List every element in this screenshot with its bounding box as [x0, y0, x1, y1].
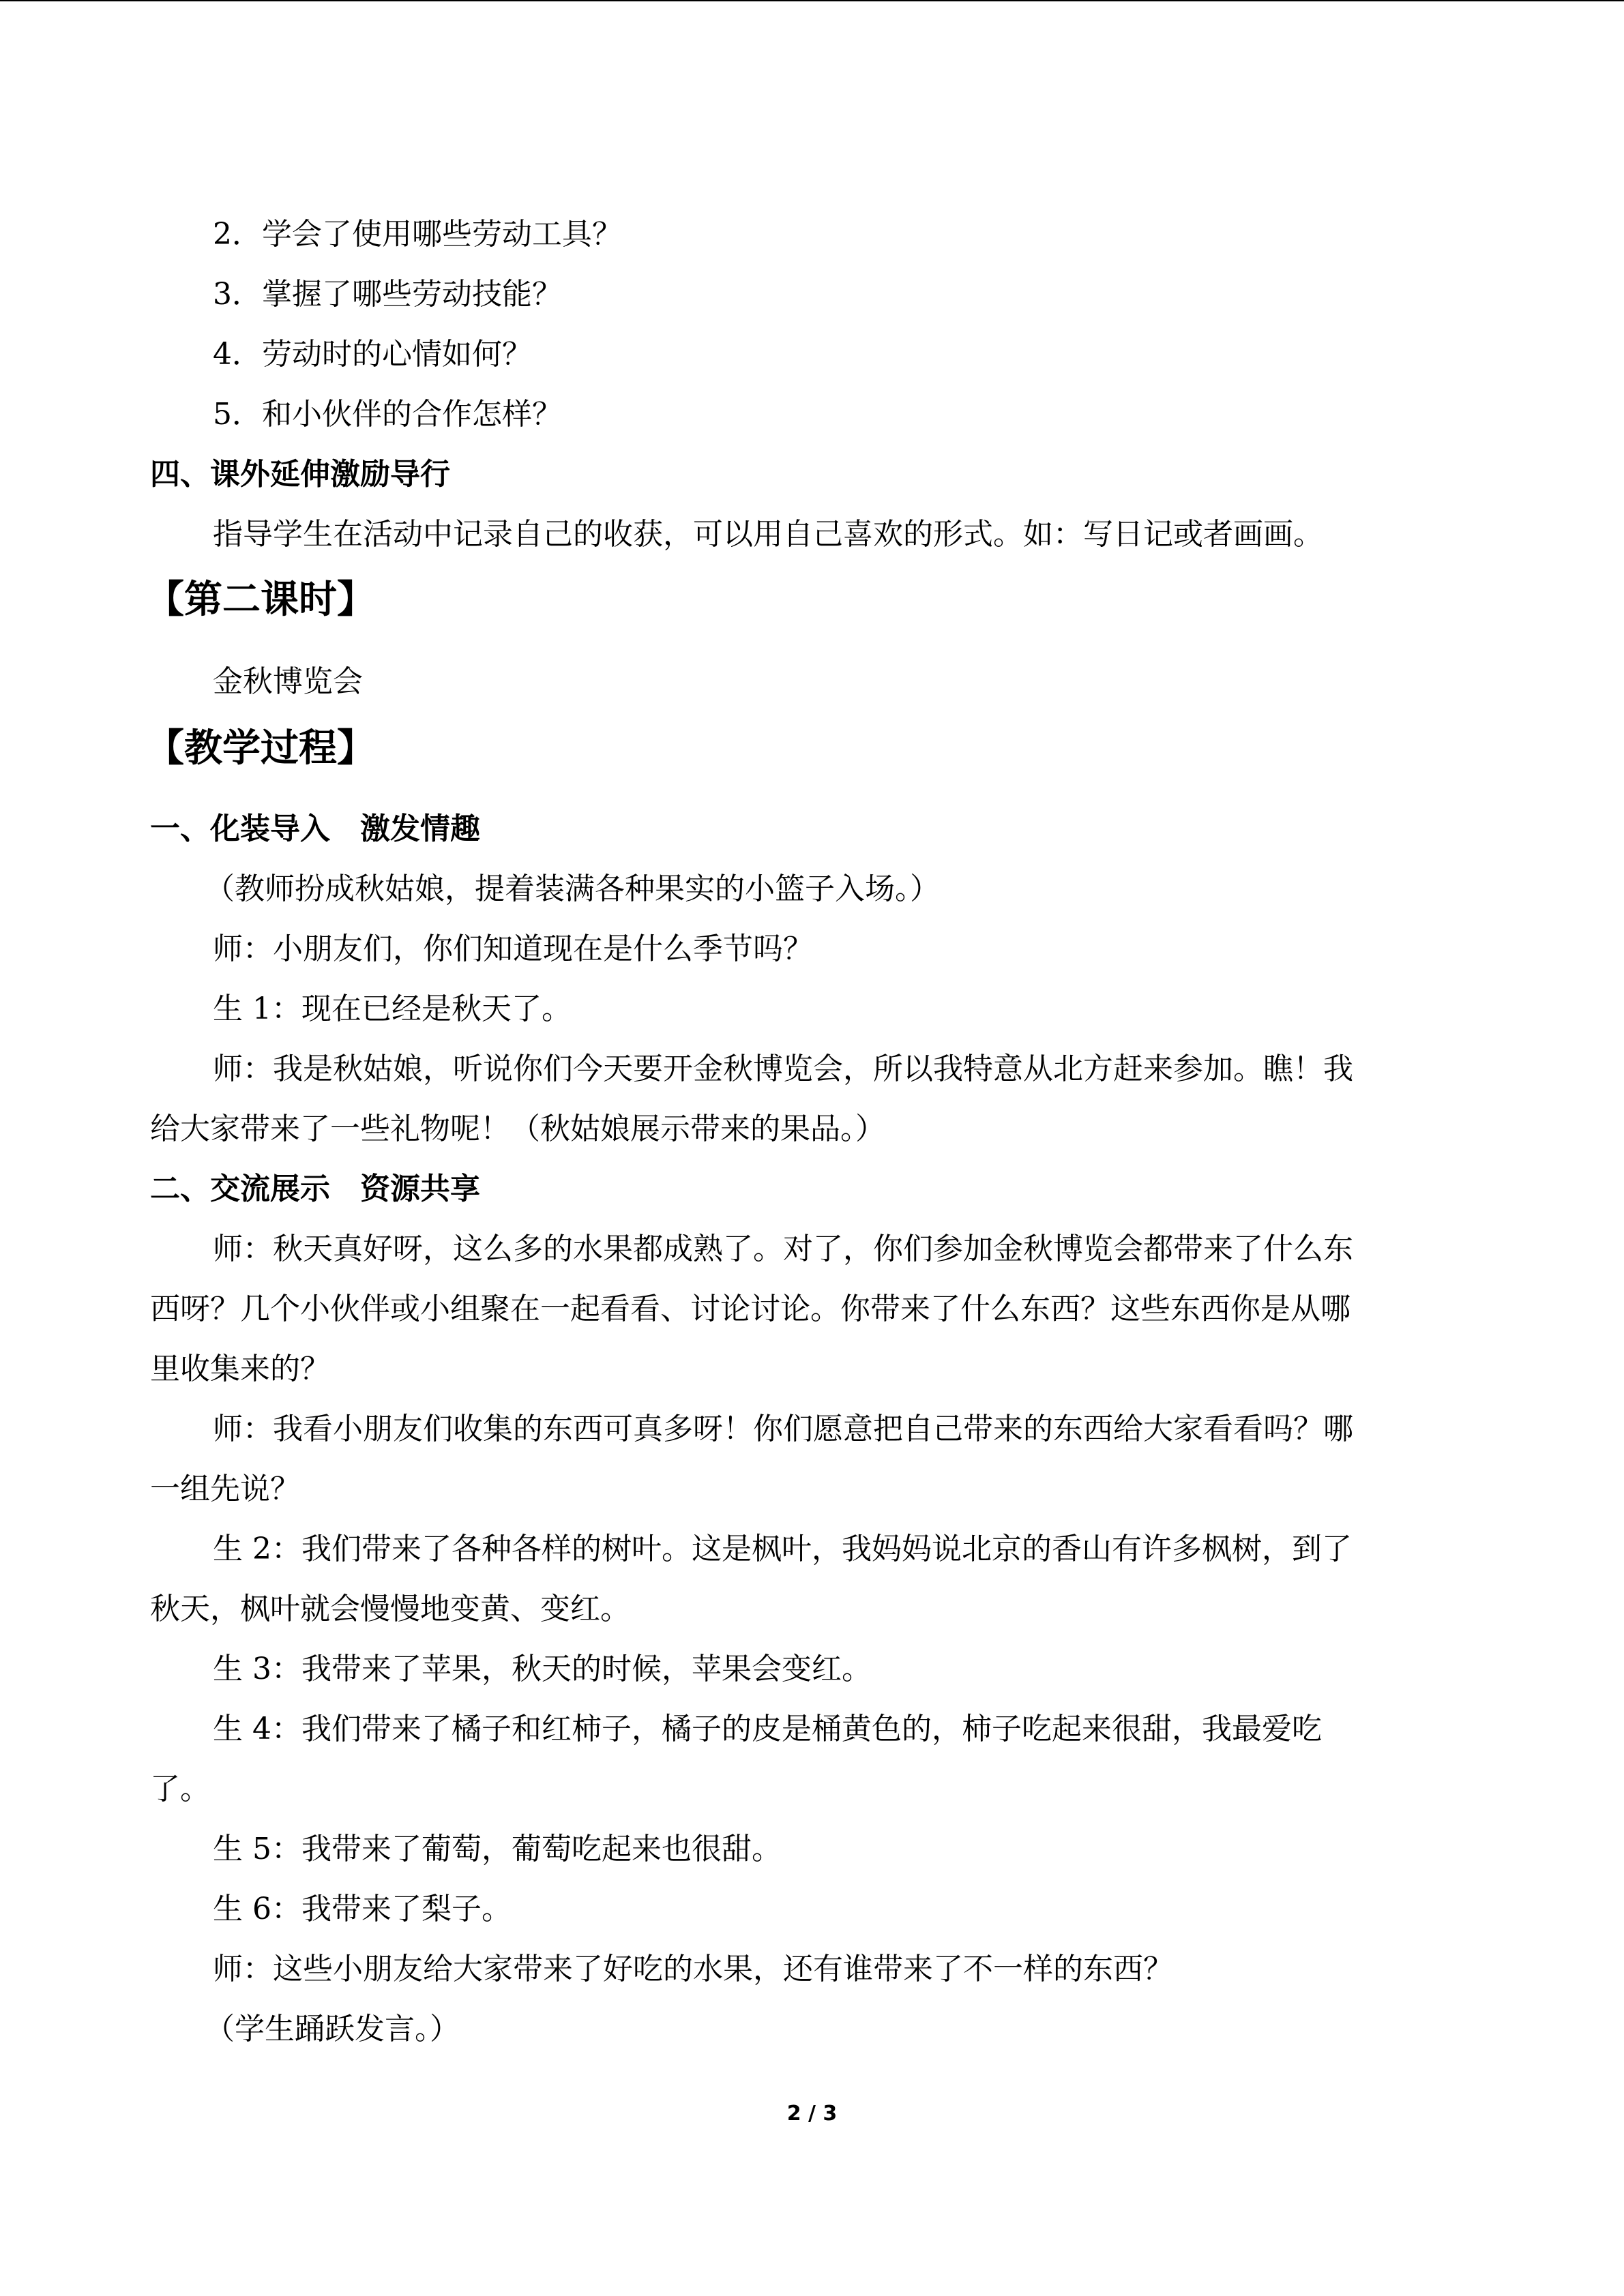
lesson-heading: 【第二课时】 [146, 578, 375, 622]
section-heading: 四、课外延伸激励导行 [150, 457, 450, 492]
paragraph: 师：我看小朋友们收集的东西可真多呀！你们愿意把自己带来的东西给大家看看吗？哪 [213, 1412, 1353, 1446]
paragraph: 了。 [150, 1772, 210, 1806]
paragraph: 生 6：我带来了梨子。 [213, 1892, 512, 1926]
section-heading: 一、化装导入 激发情趣 [150, 811, 480, 846]
paragraph: 给大家带来了一些礼物呢！（秋姑娘展示带来的果品。） [150, 1112, 885, 1146]
paragraph: （学生踊跃发言。） [205, 2012, 460, 2046]
paragraph: 秋天，枫叶就会慢慢地变黄、变红。 [150, 1592, 630, 1626]
paragraph: 生 4：我们带来了橘子和红柿子，橘子的皮是桶黄色的，柿子吃起来很甜，我最爱吃 [213, 1712, 1322, 1746]
paragraph: 里收集来的？ [150, 1352, 330, 1386]
paragraph: 师：我是秋姑娘，听说你们今天要开金秋博览会，所以我特意从北方赶来参加。瞧！我 [213, 1052, 1353, 1086]
paragraph: （教师扮成秋姑娘，提着装满各种果实的小篮子入场。） [205, 871, 940, 906]
section-heading: 二、交流展示 资源共享 [150, 1172, 480, 1206]
paragraph: 师：这些小朋友给大家带来了好吃的水果，还有谁带来了不一样的东西？ [213, 1952, 1173, 1986]
paragraph: 生 2：我们带来了各种各样的树叶。这是枫叶，我妈妈说北京的香山有许多枫树，到了 [213, 1532, 1352, 1566]
paragraph: 生 5：我带来了葡萄，葡萄吃起来也很甜。 [213, 1832, 782, 1866]
list-item: 5．和小伙伴的合作怎样？ [213, 397, 562, 432]
process-heading: 【教学过程】 [146, 726, 375, 771]
paragraph: 师：小朋友们，你们知道现在是什么季节吗？ [213, 931, 813, 966]
paragraph: 一组先说？ [150, 1472, 300, 1506]
lesson-topic: 金秋博览会 [213, 664, 363, 699]
page-number: 2 / 3 [786, 2102, 838, 2126]
paragraph: 师：秋天真好呀，这么多的水果都成熟了。对了，你们参加金秋博览会都带来了什么东 [213, 1232, 1353, 1266]
list-item: 3．掌握了哪些劳动技能？ [213, 277, 562, 312]
paragraph: 生 1：现在已经是秋天了。 [213, 992, 572, 1026]
list-item: 4．劳动时的心情如何？ [213, 337, 532, 372]
paragraph: 生 3：我带来了苹果，秋天的时候，苹果会变红。 [213, 1652, 872, 1686]
list-item: 2．学会了使用哪些劳动工具？ [213, 217, 622, 252]
paragraph: 指导学生在活动中记录自己的收获，可以用自己喜欢的形式。如：写日记或者画画。 [213, 517, 1323, 552]
paragraph: 西呀？几个小伙伴或小组聚在一起看看、讨论讨论。你带来了什么东西？这些东西你是从哪 [150, 1292, 1350, 1326]
